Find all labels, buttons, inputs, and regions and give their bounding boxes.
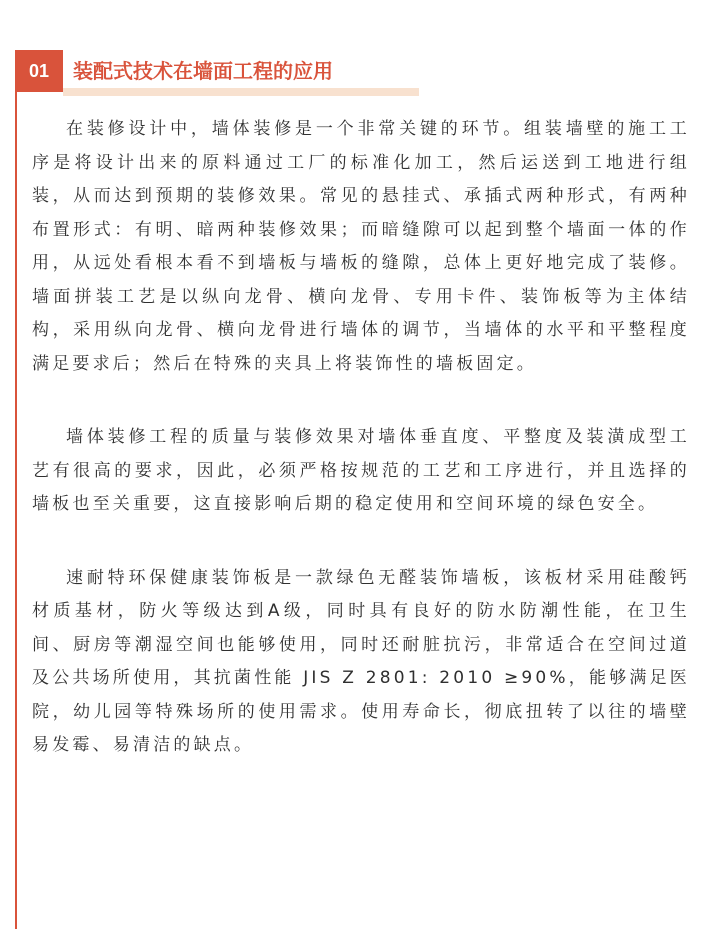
left-accent-rule bbox=[15, 50, 17, 929]
paragraph-1: 在装修设计中，墙体装修是一个非常关键的环节。组装墙壁的施工工序是将设计出来的原料通过工厂的标准化加工，然后运送到工地进行组装，从而达到预期的装修效果。常见的悬挂式、承插式两种形式，有两种布置形式：有明、暗两种装修效果；而暗缝隙可以起到整个墙面一体的作用，从远处看根本看不到墙板与墙板的缝隙，总体上更好地完成了装修。墙面拼装工艺是以纵向龙骨、横向龙骨、专用卡件、装饰板等为主体结构，采用纵向龙骨、横向龙骨进行墙体的调节，当墙体的水平和平整程度满足要求后；然后在特殊的夹具上将装饰性的墙板固定。 bbox=[32, 119, 690, 374]
title-highlight-bar bbox=[63, 88, 419, 96]
section-title: 装配式技术在墙面工程的应用 bbox=[73, 59, 333, 83]
section-number-badge: 01 bbox=[15, 50, 63, 92]
paragraph-2: 墙体装修工程的质量与装修效果对墙体垂直度、平整度及装潢成型工艺有很高的要求，因此，必须严格按规范的工艺和工序进行，并且选择的墙板也至关重要，这直接影响后期的稳定使用和空间环境的绿色安全。 bbox=[32, 427, 690, 514]
section-header bbox=[15, 50, 425, 98]
paragraph-3: 速耐特环保健康装饰板是一款绿色无醛装饰墙板，该板材采用硅酸钙材质基材，防火等级达到A级，同时具有良好的防水防潮性能，在卫生间、厨房等潮湿空间也能够使用，同时还耐脏抗污，非常适合在空间过道及公共场所使用，其抗菌性能 JIS Z 2801: 2010 ≥90%，能够满足医院，幼儿园等特殊场所的使用需求。使用寿命长，彻底扭转了以往的墙壁易发霉、易清洁的缺点。 bbox=[32, 567, 690, 755]
article-body bbox=[32, 113, 690, 763]
